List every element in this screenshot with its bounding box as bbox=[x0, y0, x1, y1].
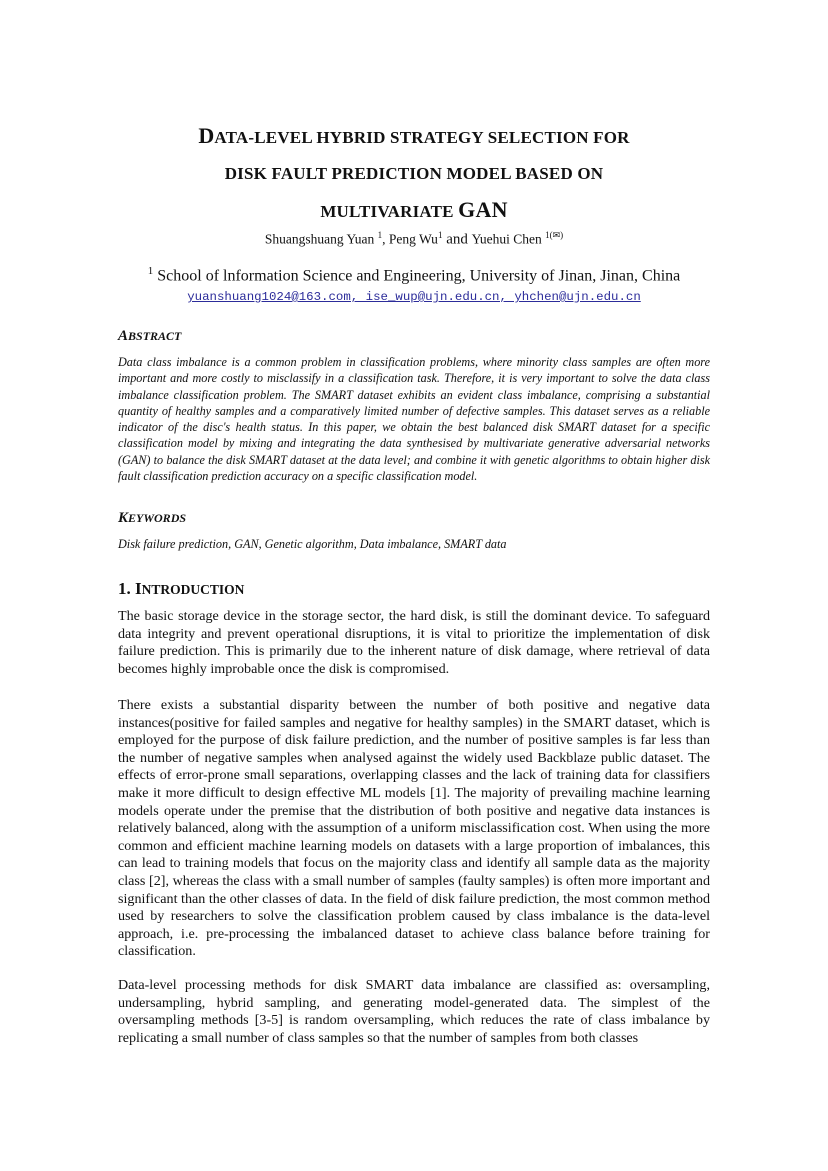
title-line-3-text: MULTIVARIATE bbox=[320, 202, 459, 221]
keywords-heading-text: EYWORDS bbox=[128, 511, 187, 525]
title-gan: GAN bbox=[458, 197, 508, 222]
abstract-text: Data class imbalance is a common problem in classification problems, where minority class samples are often more important and more costly to misclassify in a classification task. Therefore, it is very important to solve the data class imbalance classification problem. The SMART dataset exhibits an evident class imbalance, comprising a substantial quantity of healthy samples and a comparatively limited number of defective samples. This dataset serves as a reliable indicator of the disc's health status. In this paper, we obtain the best balanced disk SMART dataset for a specific classification model by mixing and integrating the data synthesised by multivariate generative adversarial networks (GAN) to balance the disk SMART dataset at the data level; and combine it with genetic algorithms to obtain higher disk fault classification prediction accuracy on a specific classification model. bbox=[118, 355, 710, 484]
author-2-affil: 1 bbox=[437, 230, 443, 240]
author-and: and bbox=[442, 231, 472, 248]
intro-paragraph-2: There exists a substantial disparity between the number of both positive and negative data instances(positive for failed samples and negative for healthy samples) in the SMART dataset, which is employed for the purpose of disk failure prediction, and the number of positive samples is far less than the number of negative samples when analysed against the widely used Backblaze public dataset. The effects of error-prone small separations, overlapping classes and the lack of training data for classifiers make it more difficult to design effective ML models [1]. The majority of prevailing machine learning models operate under the premise that the distribution of both positive and negative data instances is relatively balanced, along with the assumption of a uniform misclassification cost. When using the more common and efficient machine learning models on datasets with a large proportion of imbalances, this can lead to training models that focus on the majority class and identify all sample data as the majority class [2], whereas the class with a small number of samples (faulty samples) is often more important and significant than the other classes of data. In the field of disk failure prediction, the most common method used by researchers to solve the classification problem caused by class imbalance is the data-level approach, i.e. pre-processing the imbalanced dataset to achieve class balance before training for classification. bbox=[118, 697, 710, 960]
affiliation-marker: 1 bbox=[147, 265, 154, 277]
paper-title bbox=[80, 118, 748, 230]
introduction-heading bbox=[118, 579, 244, 599]
keywords-heading bbox=[118, 510, 186, 527]
intro-paragraph-1: The basic storage device in the storage sector, the hard disk, is still the dominant device. To safeguard data integrity and prevent operational disruptions, it is vital to prioritize the implementation of disk failure prediction. This is primarily due to the inherent nature of disk damage, where retrieval of data becomes highly improbable once the disk is compromised. bbox=[118, 608, 710, 677]
author-list bbox=[0, 230, 828, 249]
author-3-affil: 1(✉) bbox=[545, 230, 564, 240]
keywords-heading-initial: K bbox=[118, 510, 129, 526]
title-line-1 bbox=[80, 118, 748, 156]
introduction-heading-text: NTRODUCTION bbox=[141, 582, 245, 597]
title-line-2: DISK FAULT PREDICTION MODEL BASED ON bbox=[224, 164, 604, 183]
author-2: , Peng Wu bbox=[382, 231, 438, 247]
intro-paragraph-3: Data-level processing methods for disk SMART data imbalance are classified as: oversampling, undersampling, hybrid sampling, and generating model-generated data. The simplest of the oversampling methods [3-5] is random oversampling, which reduces the rate of class imbalance by replicating a small number of class samples so that the number of samples from both classes bbox=[118, 977, 710, 1046]
author-1: Shuangshuang Yuan bbox=[264, 231, 378, 247]
affiliation bbox=[0, 265, 828, 285]
author-1-affil: 1 bbox=[377, 230, 383, 240]
email-links[interactable]: yuanshuang1024@163.com, ise_wup@ujn.edu.cn, yhchen@ujn.edu.cn bbox=[187, 290, 641, 304]
title-line-3 bbox=[80, 192, 748, 230]
abstract-heading-initial: A bbox=[118, 328, 129, 344]
author-3: Yuehui Chen bbox=[471, 231, 546, 247]
abstract-heading bbox=[118, 328, 181, 345]
abstract-heading-text: BSTRACT bbox=[128, 329, 182, 343]
keywords-text: Disk failure prediction, GAN, Genetic algorithm, Data imbalance, SMART data bbox=[118, 537, 507, 551]
title-line-1-text: ATA-LEVEL HYBRID STRATEGY SELECTION FOR bbox=[214, 128, 630, 147]
title-initial: D bbox=[198, 123, 215, 148]
author-emails bbox=[0, 290, 828, 304]
affiliation-text: School of lnformation Science and Engineering, University of Jinan, Jinan, China bbox=[153, 267, 681, 285]
introduction-heading-num: 1. I bbox=[118, 579, 142, 598]
